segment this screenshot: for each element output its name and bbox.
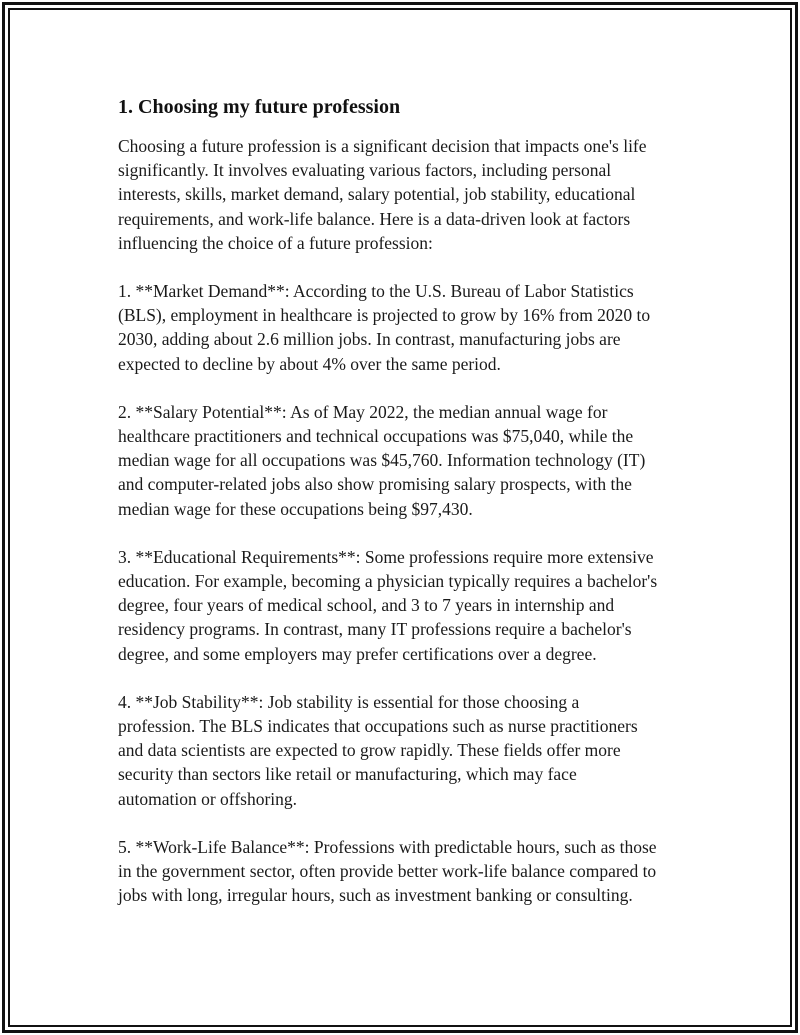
market-demand-paragraph: 1. **Market Demand**: According to the U.S. Bureau of Labor Statistics (BLS), employment in healthcare is projected to grow by 16% from 2020 to 2030, adding about 2.6 million jobs. In contrast, manufacturing jobs are expected to decline by about 4% over the same period.: [118, 281, 651, 374]
section-heading: 1. Choosing my future profession: [118, 96, 401, 118]
salary-potential-paragraph: 2. **Salary Potential**: As of May 2022, the median annual wage for healthcare practitioners and technical occupations was $75,040, while the median wage for all occupations was $45,760. Information technology (IT) and computer-related jobs also show promising salary prospects, with the median wage for these occupations being $97,430.: [118, 401, 646, 519]
educational-requirements-paragraph: 3. **Educational Requirements**: Some professions require more extensive education. For example, becoming a physician typically requires a bachelor's degree, four years of medical school, and 3 to 7 years in internship and residency programs. In contrast, many IT professions require a bachelor's degree, and some employers may prefer certifications over a degree.: [118, 546, 658, 664]
intro-paragraph: Choosing a future profession is a significant decision that impacts one's life significantly. It involves evaluating various factors, including personal interests, skills, market demand, salary potential, job stability, educational requirements, and work-life balance. Here is a data-driven look at factors influencing the choice of a future profession:: [118, 136, 647, 253]
document-body: [118, 93, 698, 931]
work-life-balance-paragraph: 5. **Work-Life Balance**: Professions with predictable hours, such as those in the government sector, often provide better work-life balance compared to jobs with long, irregular hours, such as investment banking or consulting.: [118, 836, 657, 906]
job-stability-paragraph: 4. **Job Stability**: Job stability is essential for those choosing a profession. The BLS indicates that occupations such as nurse practitioners and data scientists are expected to grow rapidly. These fields offer more security than sectors like retail or manufacturing, which may face automation or offshoring.: [118, 691, 638, 809]
